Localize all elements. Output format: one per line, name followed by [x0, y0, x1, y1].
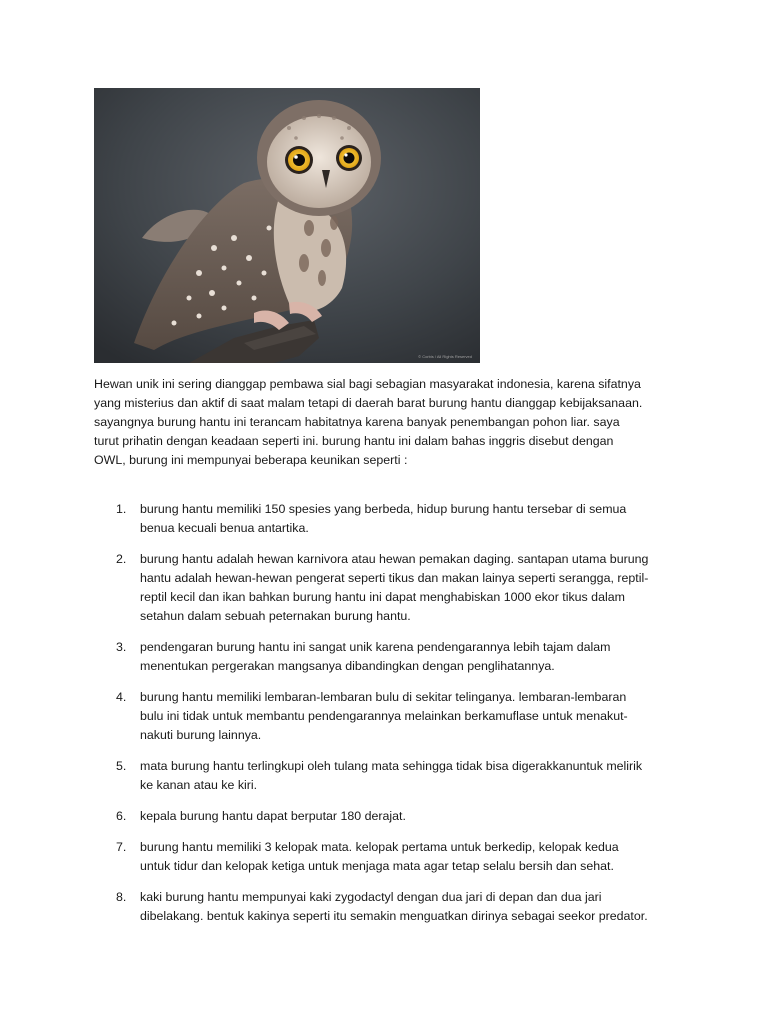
item-line: benua kecuali benua antartika. [140, 521, 309, 535]
item-line: pendengaran burung hantu ini sangat unik karena pendengarannya lebih tajam dalam [140, 640, 611, 654]
list-item [94, 688, 684, 745]
item-line: burung hantu memiliki 3 kelopak mata. kelopak pertama untuk berkedip, kelopak kedua [140, 840, 619, 854]
item-line: ke kanan atau ke kiri. [140, 778, 258, 792]
list-number: 7. [116, 840, 127, 854]
item-line: mata burung hantu terlingkupi oleh tulang mata sehingga tidak bisa digerakkanuntuk melirik [140, 759, 643, 773]
item-line: dibelakang. bentuk kakinya seperti itu semakin menguatkan dirinya sebagai seekor predator. [140, 909, 648, 923]
list-item [94, 888, 684, 926]
item-line: untuk tidur dan kelopak ketiga untuk menjaga mata agar tetap selalu bersih dan sehat. [140, 859, 614, 873]
list-item [94, 638, 684, 676]
item-line: nakuti burung lainnya. [140, 728, 262, 742]
intro-line: turut prihatin dengan keadaan seperti ini. burung hantu ini dalam bahas inggris disebut dengan [94, 434, 614, 448]
list-item [94, 550, 684, 626]
list-number: 5. [116, 759, 127, 773]
item-line: hantu adalah hewan-hewan pengerat seperti tikus dan makan lainya seperti serangga, reptil- [140, 571, 649, 585]
list-number: 3. [116, 640, 127, 654]
item-line: setahun dalam sebuah peternakan burung hantu. [140, 609, 411, 623]
list-number: 1. [116, 502, 127, 516]
list-number: 2. [116, 552, 127, 566]
item-line: reptil kecil dan ikan bahkan burung hantu ini dapat menghabiskan 1000 ekor tikus dalam [140, 590, 625, 604]
intro-paragraph [94, 375, 684, 470]
owl-photo [94, 88, 480, 363]
intro-line: yang misterius dan aktif di saat malam tetapi di daerah barat burung hantu dianggap kebijaksanaan. [94, 396, 643, 410]
item-line: menentukan pergerakan mangsanya dibandingkan dengan penglihatannya. [140, 659, 555, 673]
item-line: burung hantu adalah hewan karnivora atau hewan pemakan daging. santapan utama burung [140, 552, 649, 566]
list-number: 4. [116, 690, 127, 704]
list-number: 6. [116, 809, 127, 823]
item-line: kepala burung hantu dapat berputar 180 derajat. [140, 809, 406, 823]
intro-line: OWL, burung ini mempunyai beberapa keunikan seperti : [94, 453, 408, 467]
owl-facts-list [94, 500, 684, 938]
list-number: 8. [116, 890, 127, 904]
item-line: burung hantu memiliki 150 spesies yang berbeda, hidup burung hantu tersebar di semua [140, 502, 627, 516]
list-item [94, 500, 684, 538]
intro-line: Hewan unik ini sering dianggap pembawa sial bagi sebagian masyarakat indonesia, karena sifatnya [94, 377, 641, 391]
item-line: burung hantu memiliki lembaran-lembaran bulu di sekitar telinganya. lembaran-lembaran [140, 690, 627, 704]
list-item [94, 838, 684, 876]
item-line: kaki burung hantu mempunyai kaki zygodactyl dengan dua jari di depan dan dua jari [140, 890, 602, 904]
list-item [94, 757, 684, 795]
photo-credit: © Corbis / All Rights Reserved [418, 354, 472, 359]
list-item [94, 807, 684, 826]
item-line: bulu ini tidak untuk membantu pendengarannya melainkan berkamuflase untuk menakut- [140, 709, 628, 723]
intro-line: sayangnya burung hantu ini terancam habitatnya karena banyak penembangan pohon liar. saya [94, 415, 620, 429]
